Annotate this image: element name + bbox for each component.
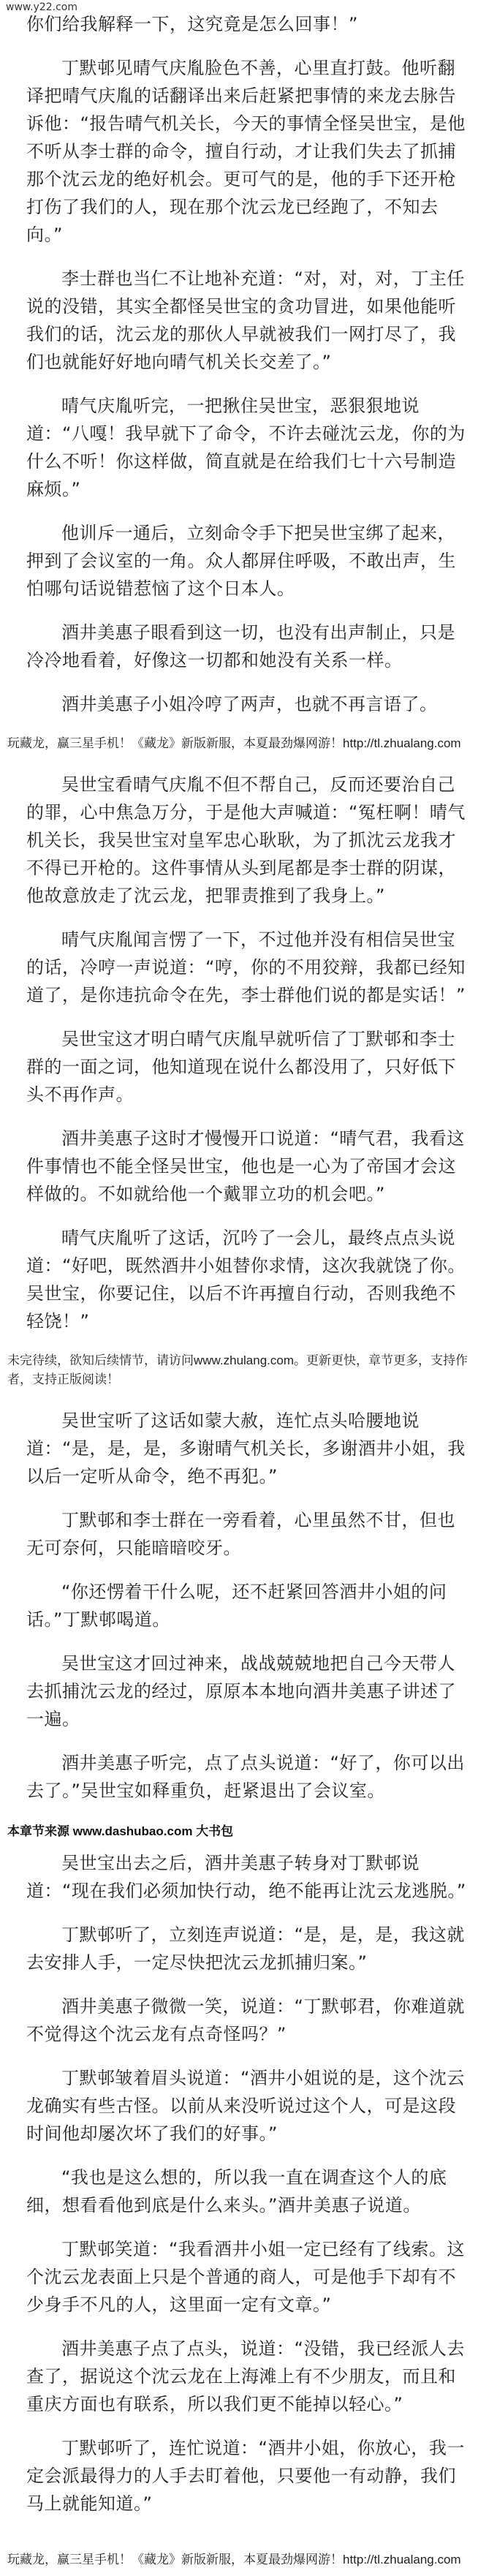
footer-ad-banner[interactable] (7, 2549, 490, 2567)
page-header-watermark: www.y22.com (6, 1, 77, 13)
notice-link[interactable]: 未完待续，欲知后续情节，请访问www.zhulang.com。更新更快，章节更多，支持作者，支持正版阅读！ (7, 1353, 468, 1386)
paragraph: 你们给我解释一下，这究竟是怎么回事！” (26, 14, 358, 34)
paragraph: 丁默邨听了，连忙说道：“酒井小姐，你放心，我一定会派最得力的人手去盯着他，只要他一有动静，我们马上就能知道。” (26, 2438, 465, 2514)
paragraph: “你还愣着干什么呢，还不赶紧回答酒井小姐的问话。”丁默邨喝道。 (26, 1582, 447, 1630)
paragraph: 丁默邨笑道：“我看酒井小姐一定已经有了线索。这个沈云龙表面上只是个普通的商人，可是他手下却有不少身手不凡的人，这里面一定有文章。” (26, 2239, 465, 2315)
source-label: 本章节来源 www.dashubao.com 大书包 (7, 1824, 234, 1838)
ad-banner-link[interactable] (7, 734, 472, 753)
paragraph: 吴世宝看晴气庆胤不但不帮自己，反而还要治自己的罪，心中焦急万分，于是他大声喊道：“冤枉啊！晴气机关长，我吴世宝对皇军忠心耿耿，为了抓沈云龙我才不得已开枪的。这件事情从头到尾都是李士群的阴谋，他故意放走了沈云龙，把罪责推到了我身上。” (26, 774, 466, 906)
paragraph: 晴气庆胤听了这话，沉吟了一会儿，最终点点头说道：“好吧，既然酒井小姐替你求情，这次我就饶了你。吴世宝，你要记住，以后不许再擅自行动，否则我绝不轻饶！” (26, 1228, 466, 1332)
paragraph: 晴气庆胤闻言愣了一下，不过他并没有相信吴世宝的话，冷哼一声说道：“哼，你的不用狡辩，我都已经知道了，是你违抗命令在先，李士群他们说的都是实话！” (26, 929, 466, 1005)
paragraph: 他训斥一通后，立刻命令手下把吴世宝绑了起来，押到了会议室的一角。众人都屏住呼吸，不敢出声，生怕哪句话说错惹恼了这个日本人。 (26, 523, 456, 599)
paragraph: 酒井美惠子这时才慢慢开口说道：“晴气君，我看这件事情也不能全怪吴世宝，他也是一心为了帝国才会这样做的。不如就给他一个戴罪立功的机会吧。” (26, 1128, 465, 1204)
paragraph: 丁默邨见晴气庆胤脸色不善，心里直打鼓。他听翻译把晴气庆胤的话翻译出来后赶紧把事情的来龙去脉告诉他：“报告晴气机关长，今天的事情全怪吴世宝，是他不听从李士群的命令，擅自行动，才让我们失去了抓捕那个沈云龙的绝好机会。更可气的是，他的手下还开枪打伤了我们的人，现在那个沈云龙已经跑了，不知去向。” (26, 58, 466, 245)
paragraph: 酒井美惠子点了点头，说道：“没错，我已经派人去查了，据说这个沈云龙在上海滩上有不少朋友，而且和重庆方面也有联系，所以我们更不能掉以轻心。” (26, 2338, 465, 2414)
paragraph: “我也是这么想的，所以我一直在调查这个人的底细，想看看他到底是什么来头。”酒井美惠子说道。 (26, 2167, 447, 2216)
ad-link[interactable]: 玩藏龙，赢三星手机！《藏龙》新版新服，本夏最劲爆网游！http://tl.zhualang.com (7, 736, 461, 750)
paragraph: 酒井美惠子微微一笑，说道：“丁默邨君，你难道就不觉得这个沈云龙有点奇怪吗？” (26, 1996, 465, 2044)
notice-line[interactable] (7, 1351, 472, 1389)
paragraph: 吴世宝出去之后，酒井美惠子转身对丁默邨说道：“现在我们必须加快行动，绝不能再让沈云龙逃脱。” (26, 1853, 466, 1901)
paragraph: 酒井美惠子小姐冷哼了两声，也就不再言语了。 (61, 694, 438, 714)
paragraph: 李士群也当仁不让地补充道：“对，对，对，丁主任说的没错，其实全都怪吴世宝的贪功冒进，如果他能听我们的话，沈云龙的那伙人早就被我们一网打尽了，我们也就能好好地向晴气机关长交差了。” (26, 268, 465, 372)
paragraph: 吴世宝听了这话如蒙大赦，连忙点头哈腰地说道：“是，是，是，多谢晴气机关长，多谢酒井小姐，我以后一定听从命令，绝不再犯。” (26, 1410, 466, 1487)
paragraph: 晴气庆胤听完，一把揪住吴世宝，恶狠狠地说道：“八嘎！我早就下了命令，不许去碰沈云龙，你的为什么不听！你这样做，简直就是在给我们七十六号制造麻烦。” (26, 396, 466, 499)
paragraph: 酒井美惠子眼看到这一切，也没有出声制止，只是冷冷地看着，好像这一切都和她没有关系一样。 (26, 622, 455, 671)
paragraph: 吴世宝这才明白晴气庆胤早就听信了丁默邨和李士群的一面之词，他知道现在说什么都没用了，只好低下头不再作声。 (26, 1029, 456, 1105)
paragraph: 吴世宝这才回过神来，战战兢兢地把自己今天带人去抓捕沈云龙的经过，原原本本地向酒井美惠子讲述了一遍。 (26, 1653, 456, 1729)
paragraph: 丁默邨皱着眉头说道：“酒井小姐说的是，这个沈云龙确实有些古怪。以前从来没听说过这个人，可是这段时间他却屡次坏了我们的好事。” (26, 2068, 465, 2144)
chapter-text (7, 10, 472, 2534)
paragraph: 丁默邨和李士群在一旁看着，心里虽然不甘，但也无可奈何，只能暗暗咬牙。 (26, 1510, 455, 1558)
footer-ad-link[interactable]: 玩藏龙，赢三星手机！《藏龙》新版新服，本夏最劲爆网游！http://tl.zhualang.com (7, 2553, 461, 2566)
paragraph: 丁默邨听了，立刻连声说道：“是，是，是，我这就去安排人手，一定尽快把沈云龙抓捕归案。” (26, 1925, 465, 1973)
paragraph: 酒井美惠子听完，点了点头说道：“好了，你可以出去了。”吴世宝如释重负，赶紧退出了会议室。 (26, 1753, 465, 1801)
